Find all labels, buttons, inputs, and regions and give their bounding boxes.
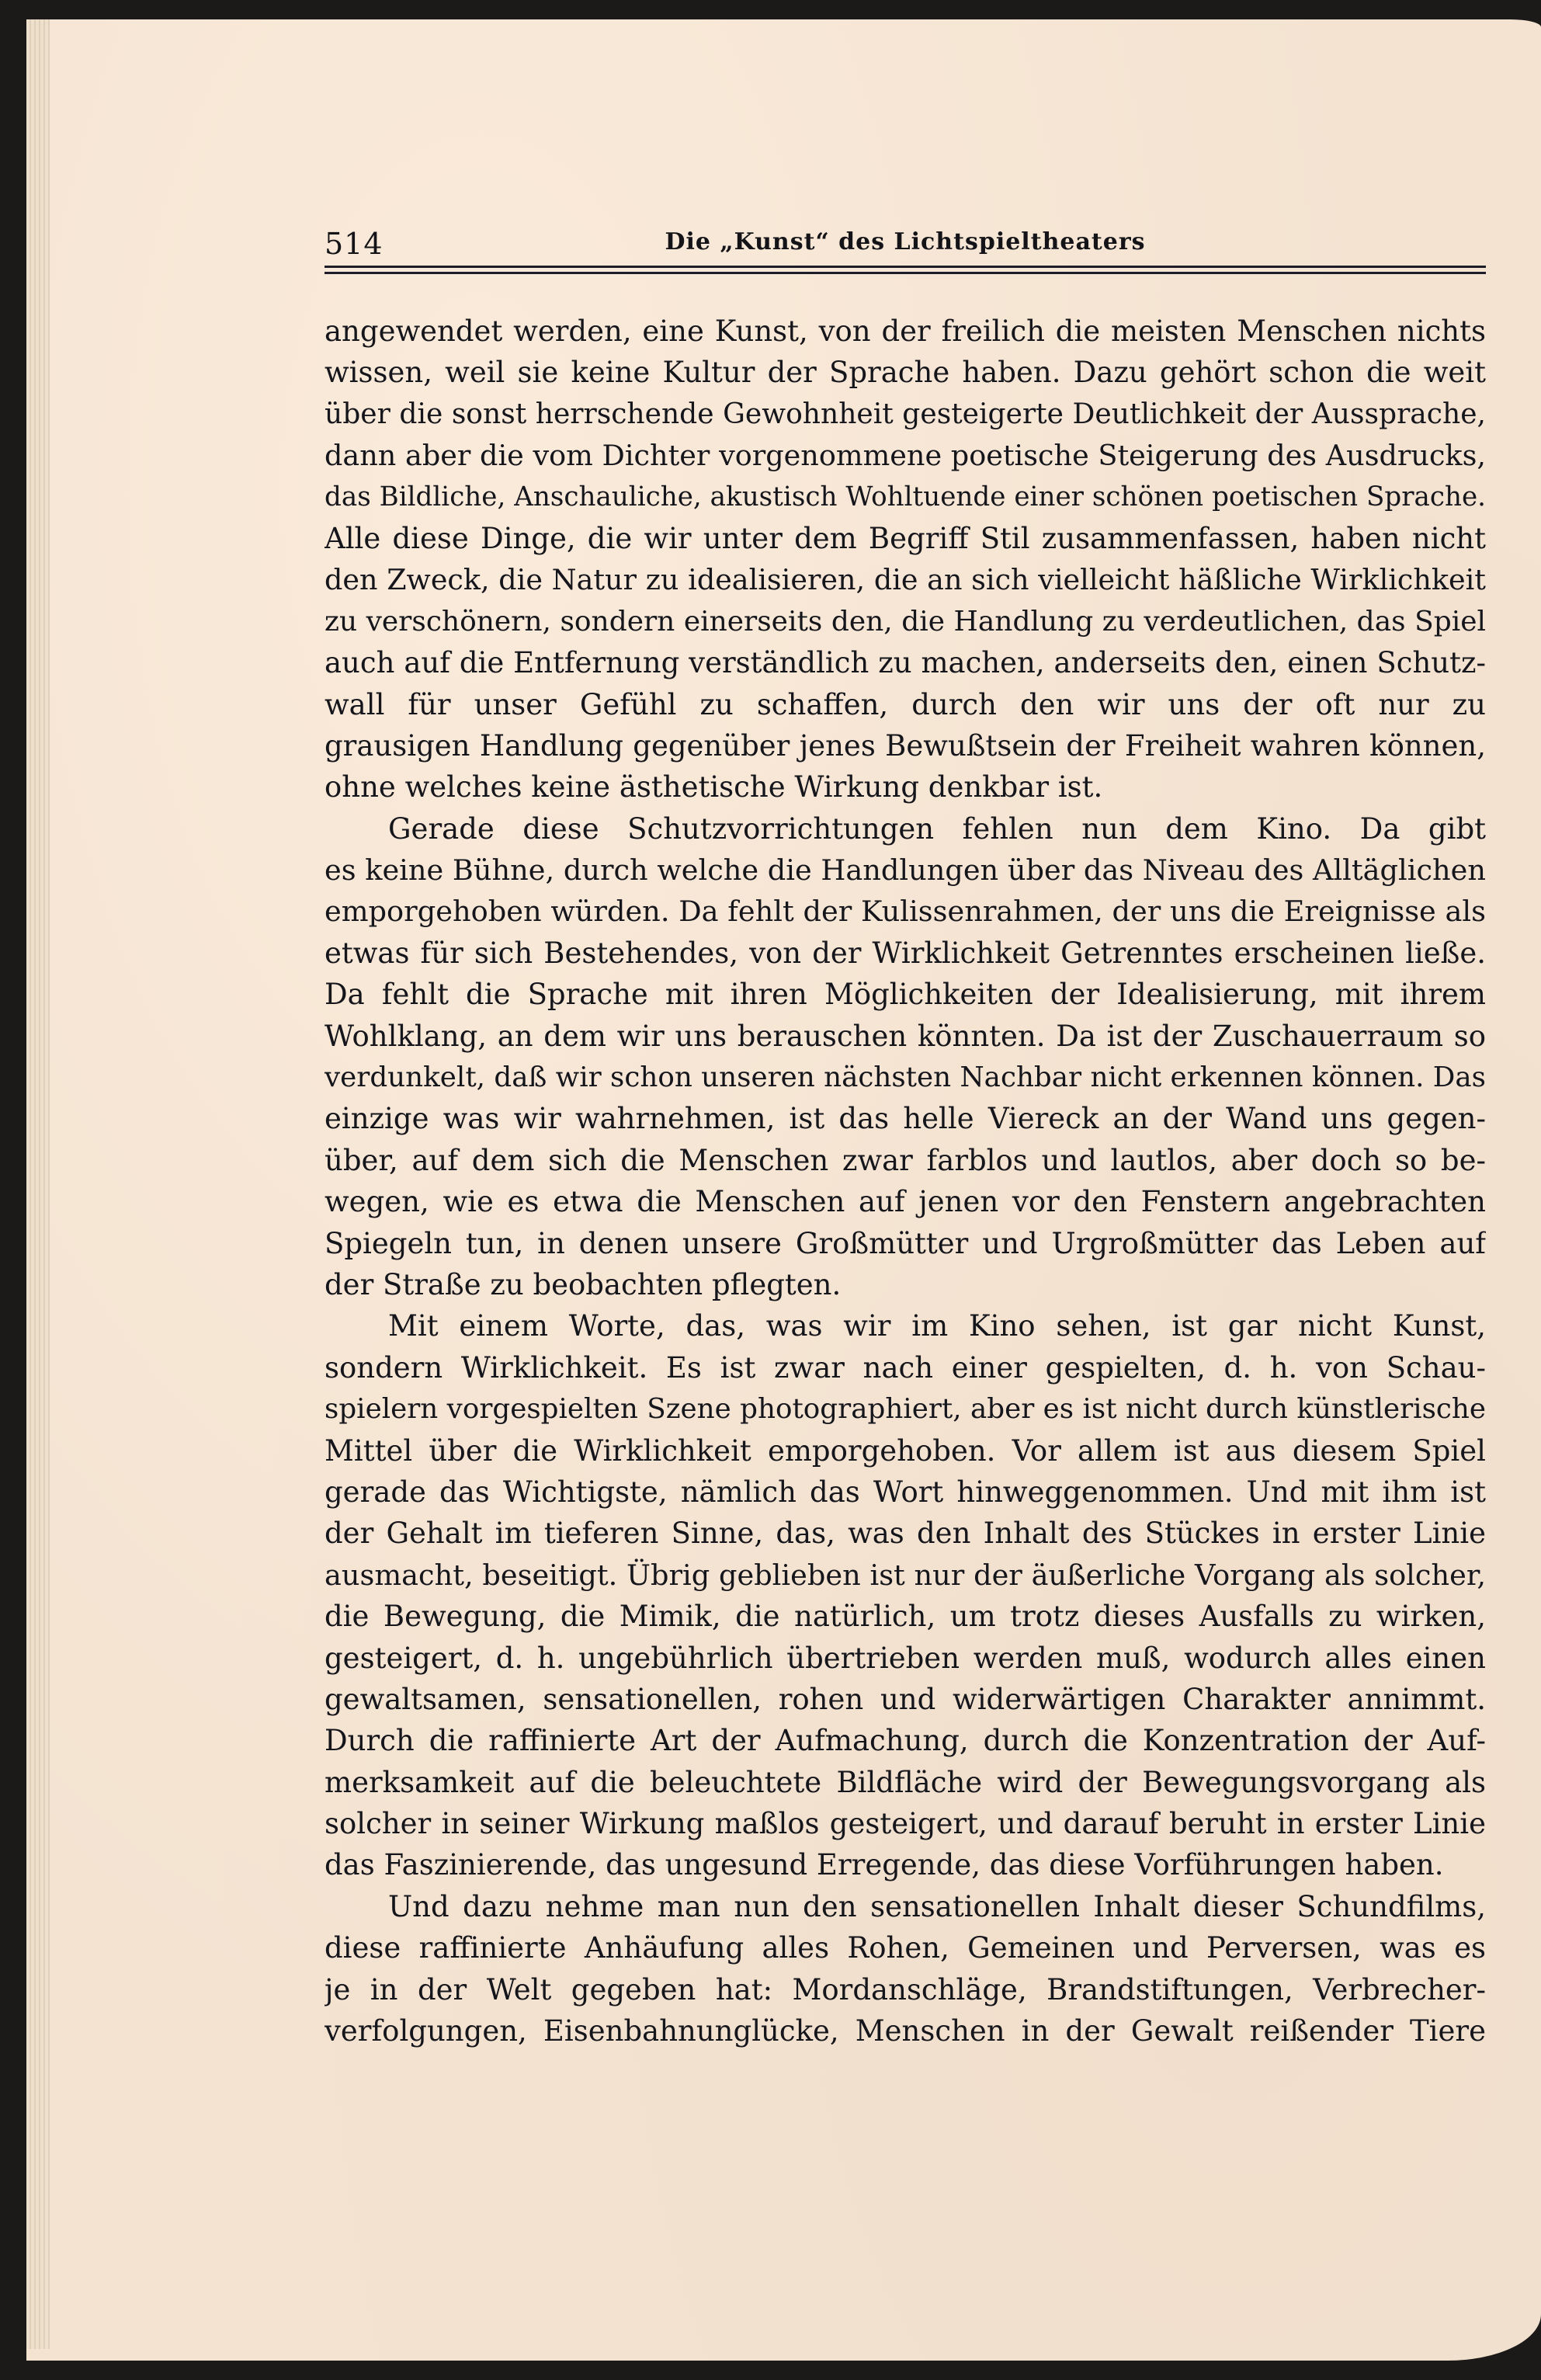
text-line: Da fehlt die Sprache mit ihren Möglichkeiten der Idealisierung, mit ihrem <box>325 978 1486 1012</box>
text-line: die Bewegung, die Mimik, die natürlich, um trotz dieses Ausfalls zu wirken, <box>325 1600 1486 1634</box>
text-line: auch auf die Entfernung verständlich zu machen, anderseits den, einen Schutz- <box>325 646 1486 680</box>
paragraph <box>325 808 1486 1306</box>
text-line: Und dazu nehme man nun den sensationellen Inhalt dieser Schundfilms, <box>388 1889 1486 1923</box>
text-line: emporgehoben würden. Da fehlt der Kulissenrahmen, der uns die Ereignisse als <box>325 895 1486 929</box>
text-line: Mit einem Worte, das, was wir im Kino sehen, ist gar nicht Kunst, <box>388 1309 1486 1343</box>
running-head <box>325 224 1486 270</box>
text-line: der Gehalt im tieferen Sinne, das, was den Inhalt des Stückes in erster Linie <box>325 1517 1486 1551</box>
text-line: gerade das Wichtigste, nämlich das Wort hinweggenommen. Und mit ihm ist <box>325 1475 1486 1509</box>
text-line: der Straße zu beobachten pflegten. <box>325 1267 842 1301</box>
header-double-rule <box>325 266 1486 275</box>
text-line: solcher in seiner Wirkung maßlos gesteigert, und darauf beruht in erster Linie <box>325 1807 1486 1841</box>
text-line: Mittel über die Wirklichkeit emporgehoben. Vor allem ist aus diesem Spiel <box>325 1433 1486 1468</box>
text-line: je in der Welt gegeben hat: Mordanschläge, Brandstiftungen, Verbrecher- <box>325 1972 1486 2006</box>
text-line: merksamkeit auf die beleuchtete Bildfläche wird der Bewegungsvorgang als <box>325 1765 1486 1799</box>
text-line: über die sonst herrschende Gewohnheit gesteigerte Deutlichkeit der Aussprache, <box>325 397 1486 430</box>
text-line: spielern vorgespielten Szene photographiert, aber es ist nicht durch künstlerische <box>325 1393 1486 1426</box>
text-line: das Faszinierende, das ungesund Erregende, das diese Vorführungen haben. <box>325 1848 1444 1882</box>
body-text <box>325 311 1486 2052</box>
page-number: 514 <box>325 227 384 261</box>
text-line: es keine Bühne, durch welche die Handlungen über das Niveau des Alltäglichen <box>325 853 1486 888</box>
text-line: gesteigert, d. h. ungebührlich übertrieben werden muß, wodurch alles einen <box>325 1641 1486 1675</box>
text-line: angewendet werden, eine Kunst, von der freilich die meisten Menschen nichts <box>325 314 1486 348</box>
text-line: zu verschönern, sondern einerseits den, die Handlung zu verdeutlichen, das Spiel <box>325 605 1486 638</box>
text-line: einzige was wir wahrnehmen, ist das helle Viereck an der Wand uns gegen- <box>325 1102 1486 1136</box>
text-line: das Bildliche, Anschauliche, akustisch Wohltuende einer schönen poetischen Sprache. <box>325 481 1486 512</box>
text-line: wegen, wie es etwa die Menschen auf jenen vor den Fenstern angebrachten <box>325 1185 1486 1219</box>
page-edge-stack <box>26 19 50 2349</box>
running-title: Die „Kunst“ des Lichtspieltheaters <box>665 228 1146 255</box>
paragraph <box>325 311 1486 808</box>
rule-line-bottom <box>325 272 1486 274</box>
text-line: verdunkelt, daß wir schon unseren nächsten Nachbar nicht erkennen können. Das <box>325 1061 1486 1094</box>
text-line: Spiegeln tun, in denen unsere Großmütter und Urgroßmütter das Leben auf <box>325 1226 1486 1260</box>
text-line: verfolgungen, Eisenbahnunglücke, Menschen in der Gewalt reißender Tiere <box>325 2014 1486 2048</box>
text-line: wissen, weil sie keine Kultur der Sprache haben. Dazu gehört schon die weit <box>325 356 1486 390</box>
text-line: grausigen Handlung gegenüber jenes Bewußtsein der Freiheit wahren können, <box>325 728 1486 763</box>
text-line: ausmacht, beseitigt. Übrig geblieben ist nur der äußerliche Vorgang als solcher, <box>325 1558 1486 1592</box>
text-line: Wohlklang, an dem wir uns berauschen könnten. Da ist der Zuschauerraum so <box>325 1019 1486 1053</box>
text-line: diese raffinierte Anhäufung alles Rohen, Gemeinen und Perversen, was es <box>325 1931 1486 1965</box>
text-line: ohne welches keine ästhetische Wirkung denkbar ist. <box>325 770 1103 804</box>
text-line: etwas für sich Bestehendes, von der Wirklichkeit Getrenntes erscheinen ließe. <box>325 936 1486 970</box>
text-line: sondern Wirklichkeit. Es ist zwar nach einer gespielten, d. h. von Schau- <box>325 1350 1486 1385</box>
text-line: den Zweck, die Natur zu idealisieren, die an sich vielleicht häßliche Wirklichkeit <box>325 563 1486 597</box>
text-line: wall für unser Gefühl zu schaffen, durch den wir uns der oft nur zu <box>325 687 1486 721</box>
text-line: dann aber die vom Dichter vorgenommene poetische Steigerung des Ausdrucks, <box>325 439 1486 473</box>
text-line: über, auf dem sich die Menschen zwar farblos und lautlos, aber doch so be- <box>325 1143 1486 1177</box>
paragraph <box>325 1305 1486 1885</box>
paragraph <box>325 1886 1486 2052</box>
text-line: Alle diese Dinge, die wir unter dem Begriff Stil zusammenfassen, haben nicht <box>325 521 1486 555</box>
text-line: Gerade diese Schutzvorrichtungen fehlen nun dem Kino. Da gibt <box>388 811 1486 846</box>
text-line: gewaltsamen, sensationellen, rohen und widerwärtigen Charakter annimmt. <box>325 1682 1486 1716</box>
text-line: Durch die raffinierte Art der Aufmachung, durch die Konzentration der Auf- <box>325 1724 1486 1758</box>
rule-line-top <box>325 266 1486 268</box>
